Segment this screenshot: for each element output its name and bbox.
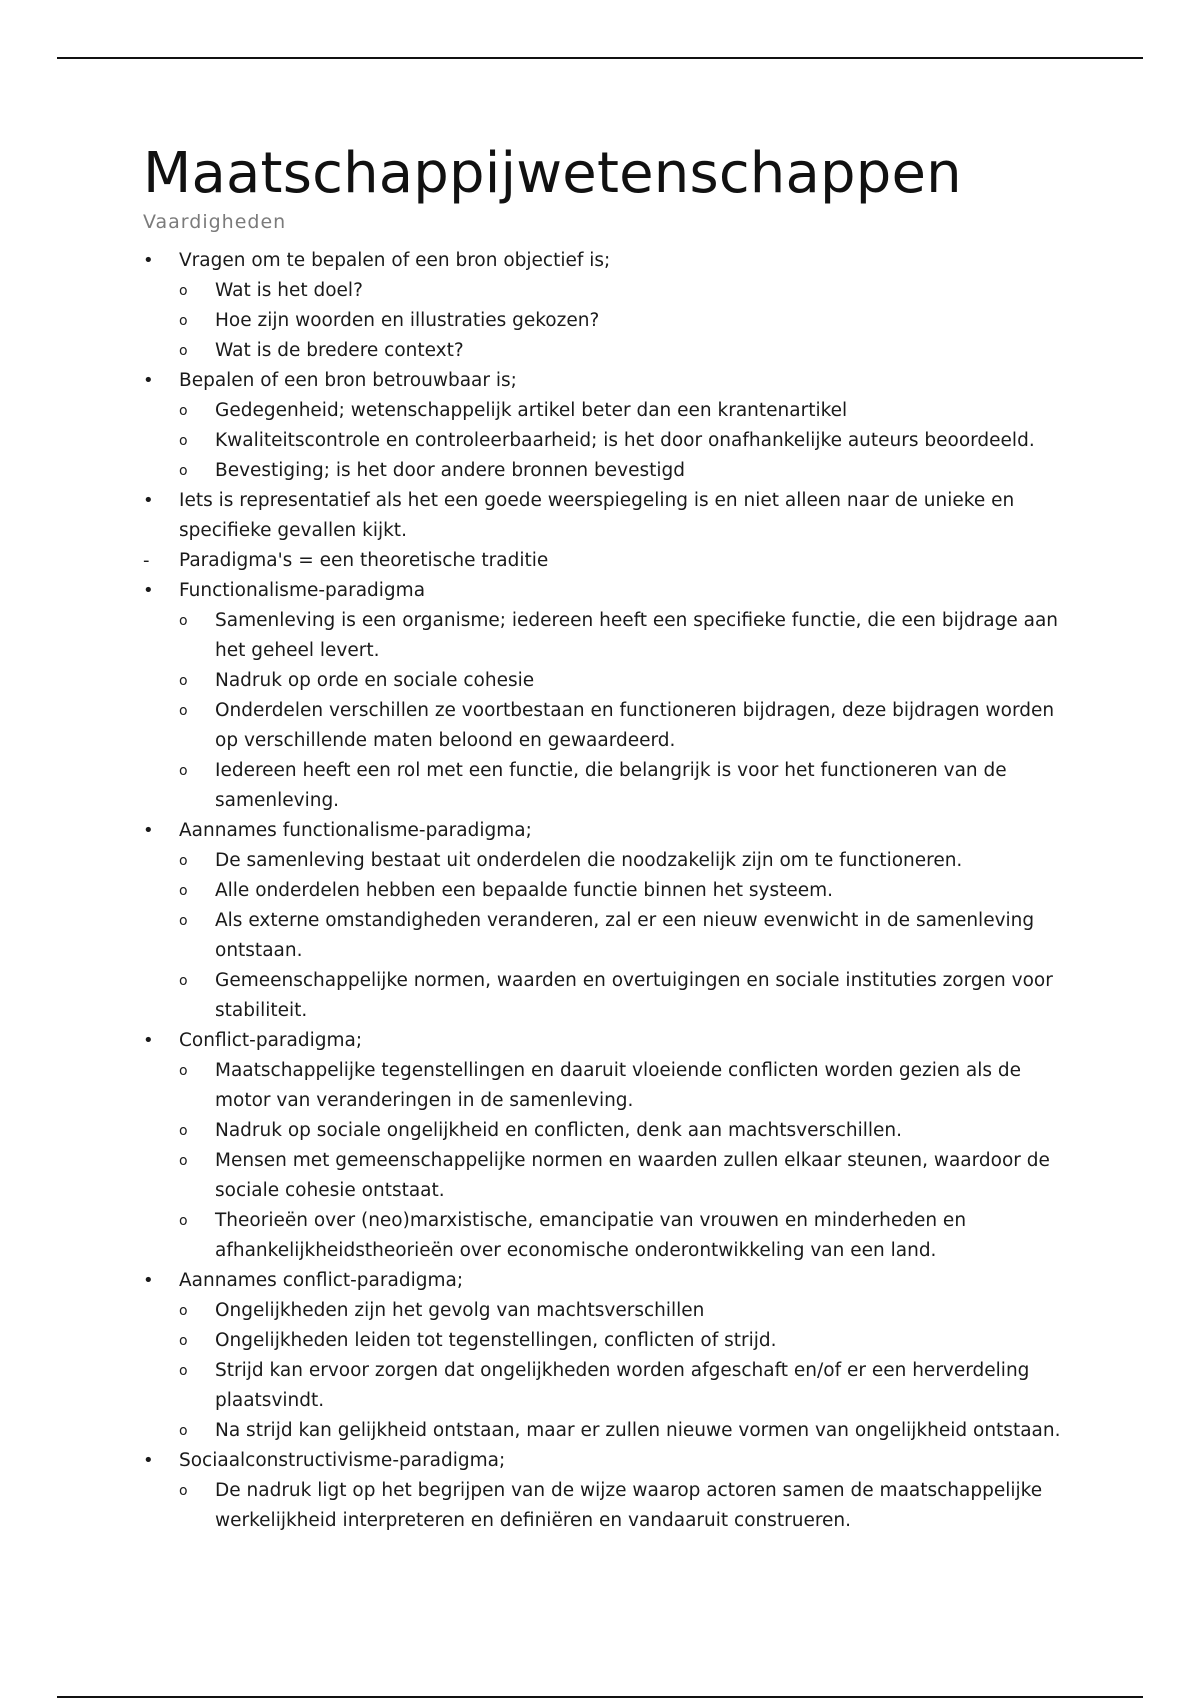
sub-list (179, 1476, 1073, 1536)
sub-list-item (179, 1206, 1073, 1266)
circle-bullet-icon: o (179, 1363, 188, 1379)
page-title: Maatschappijwetenschappen (143, 141, 962, 206)
sub-list-item (179, 1326, 1073, 1356)
sub-list-item (179, 276, 1073, 306)
circle-bullet-icon: o (179, 1153, 188, 1169)
list-item (143, 576, 1073, 816)
circle-bullet-icon: o (179, 1303, 188, 1319)
bullet-icon: • (143, 370, 154, 391)
sub-list-item (179, 1146, 1073, 1206)
sub-list-item (179, 606, 1073, 666)
list-item (143, 1446, 1073, 1536)
sub-list-item-text: Ongelijkheden zijn het gevolg van machtsverschillen (215, 1300, 705, 1321)
bullet-icon: • (143, 1270, 154, 1291)
document-body (143, 140, 1073, 1536)
top-rule (57, 57, 1143, 59)
sub-list-item-text: Onderdelen verschillen ze voortbestaan en functioneren bijdragen, deze bijdragen worden op verschillende maten beloond en gewaardeerd. (215, 700, 1055, 751)
circle-bullet-icon: o (179, 763, 188, 779)
sub-list-item (179, 336, 1073, 366)
sub-list-item (179, 306, 1073, 336)
sub-list-item-text: Alle onderdelen hebben een bepaalde functie binnen het systeem. (215, 880, 834, 901)
sub-list-item-text: Kwaliteitscontrole en controleerbaarheid; is het door onafhankelijke auteurs beoordeeld. (215, 430, 1035, 451)
circle-bullet-icon: o (179, 703, 188, 719)
sub-list-item-text: Wat is de bredere context? (215, 340, 464, 361)
sub-list-item-text: Nadruk op orde en sociale cohesie (215, 670, 535, 691)
sub-list-item (179, 666, 1073, 696)
sub-list-item-text: Mensen met gemeenschappelijke normen en waarden zullen elkaar steunen, waardoor de sociale cohesie ontstaat. (215, 1150, 1050, 1201)
circle-bullet-icon: o (179, 433, 188, 449)
circle-bullet-icon: o (179, 913, 188, 929)
sub-list (179, 1056, 1073, 1266)
sub-list-item-text: De samenleving bestaat uit onderdelen die noodzakelijk zijn om te functioneren. (215, 850, 963, 871)
circle-bullet-icon: o (179, 883, 188, 899)
list-item (143, 546, 1073, 576)
dash-marker: - (143, 550, 150, 571)
sub-list-item-text: Iedereen heeft een rol met een functie, die belangrijk is voor het functioneren van de samenleving. (215, 760, 1007, 811)
circle-bullet-icon: o (179, 1483, 188, 1499)
sub-list-item-text: Theorieën over (neo)marxistische, emancipatie van vrouwen en minderheden en afhankelijkheidstheorieën over economische onderontwikkeling van een land. (215, 1210, 967, 1261)
sub-list-item-text: Als externe omstandigheden veranderen, zal er een nieuw evenwicht in de samenleving ontstaan. (215, 910, 1035, 961)
sub-list-item-text: Maatschappelijke tegenstellingen en daaruit vloeiende conflicten worden gezien als de motor van veranderingen in de samenleving. (215, 1060, 1022, 1111)
bullet-icon: • (143, 820, 154, 841)
sub-list-item-text: Samenleving is een organisme; iedereen heeft een specifieke functie, die een bijdrage aan het geheel levert. (215, 610, 1059, 661)
sub-list (179, 276, 1073, 366)
circle-bullet-icon: o (179, 283, 188, 299)
sub-list-item-text: Bevestiging; is het door andere bronnen bevestigd (215, 460, 685, 481)
circle-bullet-icon: o (179, 403, 188, 419)
bullet-icon: • (143, 580, 154, 601)
circle-bullet-icon: o (179, 343, 188, 359)
sub-list-item (179, 966, 1073, 1026)
bullet-icon: • (143, 250, 154, 271)
circle-bullet-icon: o (179, 313, 188, 329)
list-item (143, 246, 1073, 366)
list-item-text: Paradigma's = een theoretische traditie (179, 550, 549, 571)
bullet-list (143, 246, 1073, 1536)
page-subtitle: Vaardigheden (143, 211, 287, 233)
sub-list-item (179, 1296, 1073, 1326)
list-item (143, 1266, 1073, 1446)
sub-list-item (179, 396, 1073, 426)
list-item-text: Bepalen of een bron betrouwbaar is; (179, 370, 517, 391)
bullet-icon: • (143, 1450, 154, 1471)
circle-bullet-icon: o (179, 1423, 188, 1439)
sub-list-item (179, 756, 1073, 816)
sub-list-item-text: Na strijd kan gelijkheid ontstaan, maar er zullen nieuwe vormen van ongelijkheid ontstaan. (215, 1420, 1061, 1441)
list-item (143, 486, 1073, 546)
sub-list-item-text: Gedegenheid; wetenschappelijk artikel beter dan een krantenartikel (215, 400, 848, 421)
sub-list-item (179, 696, 1073, 756)
sub-list-item-text: Strijd kan ervoor zorgen dat ongelijkheden worden afgeschaft en/of er een herverdeling plaatsvindt. (215, 1360, 1030, 1411)
sub-list-item (179, 876, 1073, 906)
sub-list (179, 1296, 1073, 1446)
list-item-text: Conflict-paradigma; (179, 1030, 363, 1051)
sub-list-item-text: Gemeenschappelijke normen, waarden en overtuigingen en sociale instituties zorgen voor stabiliteit. (215, 970, 1053, 1021)
sub-list-item (179, 846, 1073, 876)
circle-bullet-icon: o (179, 1123, 188, 1139)
sub-list-item (179, 1356, 1073, 1416)
sub-list-item (179, 1116, 1073, 1146)
sub-list-item-text: De nadruk ligt op het begrijpen van de wijze waarop actoren samen de maatschappelijke werkelijkheid interpreteren en definiëren en vandaaruit construeren. (215, 1480, 1043, 1531)
circle-bullet-icon: o (179, 1333, 188, 1349)
sub-list-item-text: Nadruk op sociale ongelijkheid en conflicten, denk aan machtsverschillen. (215, 1120, 903, 1141)
list-item (143, 1026, 1073, 1266)
circle-bullet-icon: o (179, 973, 188, 989)
circle-bullet-icon: o (179, 1213, 188, 1229)
list-item-text: Aannames conflict-paradigma; (179, 1270, 464, 1291)
sub-list-item-text: Hoe zijn woorden en illustraties gekozen? (215, 310, 600, 331)
circle-bullet-icon: o (179, 463, 188, 479)
bullet-icon: • (143, 490, 154, 511)
list-item (143, 816, 1073, 1026)
list-item-text: Aannames functionalisme-paradigma; (179, 820, 532, 841)
sub-list-item (179, 1416, 1073, 1446)
sub-list-item (179, 1476, 1073, 1536)
list-item-text: Iets is representatief als het een goede weerspiegeling is en niet alleen naar de unieke en specifieke gevallen kijkt. (179, 490, 1015, 541)
bullet-icon: • (143, 1030, 154, 1051)
sub-list (179, 396, 1073, 486)
sub-list-item-text: Wat is het doel? (215, 280, 363, 301)
circle-bullet-icon: o (179, 1063, 188, 1079)
sub-list-item (179, 906, 1073, 966)
list-item-text: Vragen om te bepalen of een bron objectief is; (179, 250, 611, 271)
list-item (143, 366, 1073, 486)
circle-bullet-icon: o (179, 673, 188, 689)
sub-list-item-text: Ongelijkheden leiden tot tegenstellingen, conflicten of strijd. (215, 1330, 777, 1351)
list-item-text: Functionalisme-paradigma (179, 580, 426, 601)
sub-list-item (179, 426, 1073, 456)
sub-list-item (179, 1056, 1073, 1116)
sub-list (179, 846, 1073, 1026)
bottom-rule (57, 1696, 1143, 1698)
sub-list (179, 606, 1073, 816)
list-item-text: Sociaalconstructivisme-paradigma; (179, 1450, 506, 1471)
circle-bullet-icon: o (179, 613, 188, 629)
sub-list-item (179, 456, 1073, 486)
circle-bullet-icon: o (179, 853, 188, 869)
